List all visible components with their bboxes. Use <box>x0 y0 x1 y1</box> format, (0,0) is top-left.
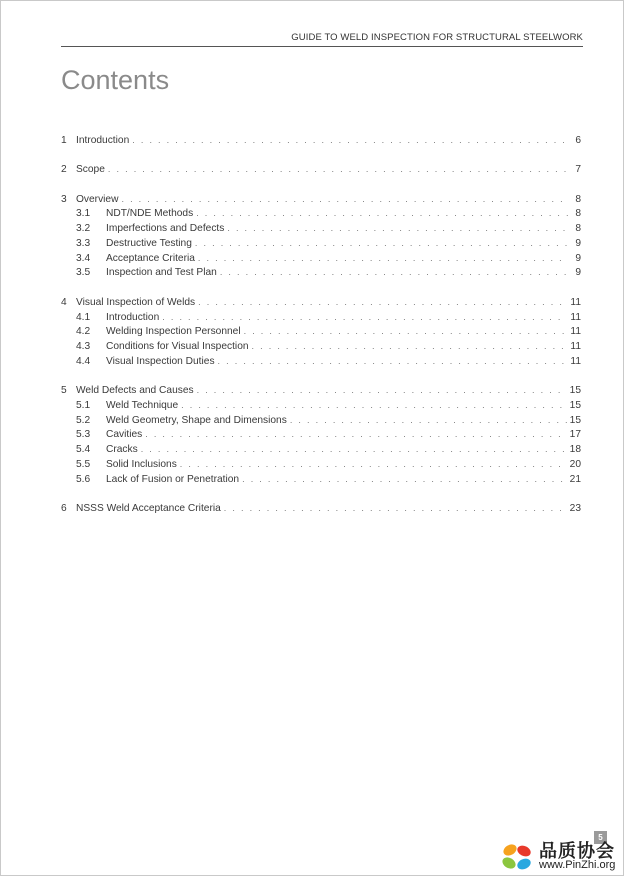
toc-entry-title: Overview <box>76 193 119 205</box>
flower-logo-icon <box>500 841 536 873</box>
toc-entry-title: Solid Inclusions <box>106 458 177 470</box>
toc-subentry[interactable] <box>61 253 581 268</box>
toc-entry-page: 11 <box>570 311 581 323</box>
toc-entry-title: Weld Defects and Causes <box>76 385 194 397</box>
toc-subentry[interactable] <box>61 444 581 459</box>
toc-subentry[interactable] <box>61 312 581 327</box>
toc-entry-number: 5.2 <box>76 414 91 426</box>
dot-leader <box>198 297 567 307</box>
toc-subentry[interactable] <box>61 267 581 282</box>
watermark-url: www.PinZhi.org <box>539 859 616 871</box>
toc-section <box>61 135 581 150</box>
toc-entry-title: Weld Geometry, Shape and Dimensions <box>106 414 287 426</box>
dot-leader <box>196 208 568 218</box>
toc-entry-title: Cracks <box>106 444 138 456</box>
dot-leader <box>180 459 567 469</box>
toc-entry-number: 1 <box>61 135 67 146</box>
toc-entry-number: 4.1 <box>76 311 91 323</box>
toc-entry-number: 3.2 <box>76 223 91 235</box>
toc-entry-page: 9 <box>575 237 581 249</box>
dot-leader <box>220 267 568 277</box>
toc-entry-title: Welding Inspection Personnel <box>106 326 241 338</box>
dot-leader <box>198 253 568 263</box>
toc-entry[interactable] <box>61 164 581 179</box>
toc-subentry[interactable] <box>61 341 581 356</box>
toc-entry-title: Lack of Fusion or Penetration <box>106 473 240 485</box>
toc-subentry[interactable] <box>61 459 581 474</box>
toc-entry-page: 8 <box>575 223 581 235</box>
toc-entry-title: Introduction <box>106 311 160 323</box>
toc-entry-page: 15 <box>569 414 581 426</box>
toc-entry-page: 23 <box>569 502 581 514</box>
toc-entry-page: 11 <box>570 355 581 367</box>
dot-leader <box>197 385 567 395</box>
toc-section <box>61 194 581 283</box>
toc-entry-page: 8 <box>575 193 581 205</box>
toc-entry-number: 5 <box>61 385 67 397</box>
dot-leader <box>195 238 568 248</box>
toc-subentry[interactable] <box>61 415 581 430</box>
toc-subentry[interactable] <box>61 356 581 371</box>
running-header: GUIDE TO WELD INSPECTION FOR STRUCTURAL STEELWORK <box>291 32 583 43</box>
watermark-name: 品质协会 <box>539 841 615 862</box>
page-title: Contents <box>61 65 170 95</box>
toc-entry-page: 8 <box>575 208 581 220</box>
toc-entry-number: 6 <box>61 502 67 514</box>
dot-leader <box>162 312 567 322</box>
toc-entry-number: 4.3 <box>76 341 91 353</box>
toc-entry-page: 11 <box>570 296 581 308</box>
toc-subentry[interactable] <box>61 238 581 253</box>
toc-entry-number: 3.1 <box>76 208 91 220</box>
toc-entry-title: Visual Inspection Duties <box>106 355 215 367</box>
toc-entry-number: 5.3 <box>76 429 91 441</box>
toc-entry[interactable] <box>61 194 581 209</box>
toc-entry-number: 4.2 <box>76 326 91 338</box>
dot-leader <box>242 474 567 484</box>
dot-leader <box>224 503 567 513</box>
toc-entry-number: 3 <box>61 193 67 205</box>
dot-leader <box>141 444 567 454</box>
toc-entry-number: 2 <box>61 164 67 176</box>
toc-entry-title: Weld Technique <box>106 399 179 411</box>
dot-leader <box>181 400 567 410</box>
toc-entry-number: 3.4 <box>76 252 91 264</box>
toc-subentry[interactable] <box>61 400 581 415</box>
toc-entry-number: 5.1 <box>76 399 91 411</box>
toc-entry-page: 21 <box>569 473 581 485</box>
toc-section <box>61 297 581 371</box>
dot-leader <box>145 429 566 439</box>
page-number-badge: 5 <box>594 831 607 844</box>
toc-entry-page: 6 <box>575 135 581 146</box>
dot-leader <box>218 356 568 366</box>
toc-section <box>61 385 581 488</box>
dot-leader <box>121 194 568 204</box>
toc-entry-number: 4 <box>61 296 67 308</box>
toc-entry[interactable] <box>61 385 581 400</box>
toc-entry-title: Imperfections and Defects <box>106 223 225 235</box>
dot-leader <box>244 326 568 336</box>
watermark <box>500 837 624 875</box>
toc-entry-title: Cavities <box>106 429 143 441</box>
toc-entry-page: 9 <box>575 267 581 279</box>
toc-section <box>61 503 581 518</box>
toc-entry-number: 5.6 <box>76 473 91 485</box>
toc-entry-page: 9 <box>575 252 581 264</box>
toc-entry-number: 5.4 <box>76 444 91 456</box>
toc-entry-page: 15 <box>569 385 581 397</box>
header-rule <box>61 46 583 47</box>
toc-entry-title: Scope <box>76 164 105 176</box>
toc-entry-page: 11 <box>570 326 581 338</box>
toc-entry-title: Conditions for Visual Inspection <box>106 341 249 353</box>
toc-entry[interactable] <box>61 135 581 150</box>
toc-entry-title: NSSS Weld Acceptance Criteria <box>76 502 221 514</box>
toc-subentry[interactable] <box>61 223 581 238</box>
toc-entry-page: 11 <box>570 341 581 353</box>
toc-entry-title: Inspection and Test Plan <box>106 267 217 279</box>
dot-leader <box>227 223 568 233</box>
toc-section <box>61 164 581 179</box>
toc-entry-page: 15 <box>569 399 581 411</box>
toc-entry-page: 20 <box>569 458 581 470</box>
toc-entry-title: NDT/NDE Methods <box>106 208 194 220</box>
toc-subentry[interactable] <box>61 429 581 444</box>
toc-subentry[interactable] <box>61 474 581 489</box>
table-of-contents <box>61 135 581 532</box>
toc-entry-number: 4.4 <box>76 355 91 367</box>
toc-entry-page: 7 <box>575 164 581 176</box>
toc-entry-title: Destructive Testing <box>106 237 192 249</box>
dot-leader <box>132 135 568 145</box>
toc-subentry[interactable] <box>61 326 581 341</box>
dot-leader <box>290 415 567 425</box>
toc-entry[interactable] <box>61 297 581 312</box>
toc-entry-page: 17 <box>569 429 581 441</box>
toc-entry-number: 5.5 <box>76 458 91 470</box>
toc-entry-number: 3.5 <box>76 267 91 279</box>
toc-entry-page: 18 <box>569 444 581 456</box>
dot-leader <box>252 341 568 351</box>
toc-entry-title: Visual Inspection of Welds <box>76 296 196 308</box>
toc-entry-title: Introduction <box>76 135 130 146</box>
toc-entry[interactable] <box>61 503 581 518</box>
dot-leader <box>108 164 568 174</box>
toc-entry-number: 3.3 <box>76 237 91 249</box>
toc-subentry[interactable] <box>61 208 581 223</box>
toc-entry-title: Acceptance Criteria <box>106 252 195 264</box>
